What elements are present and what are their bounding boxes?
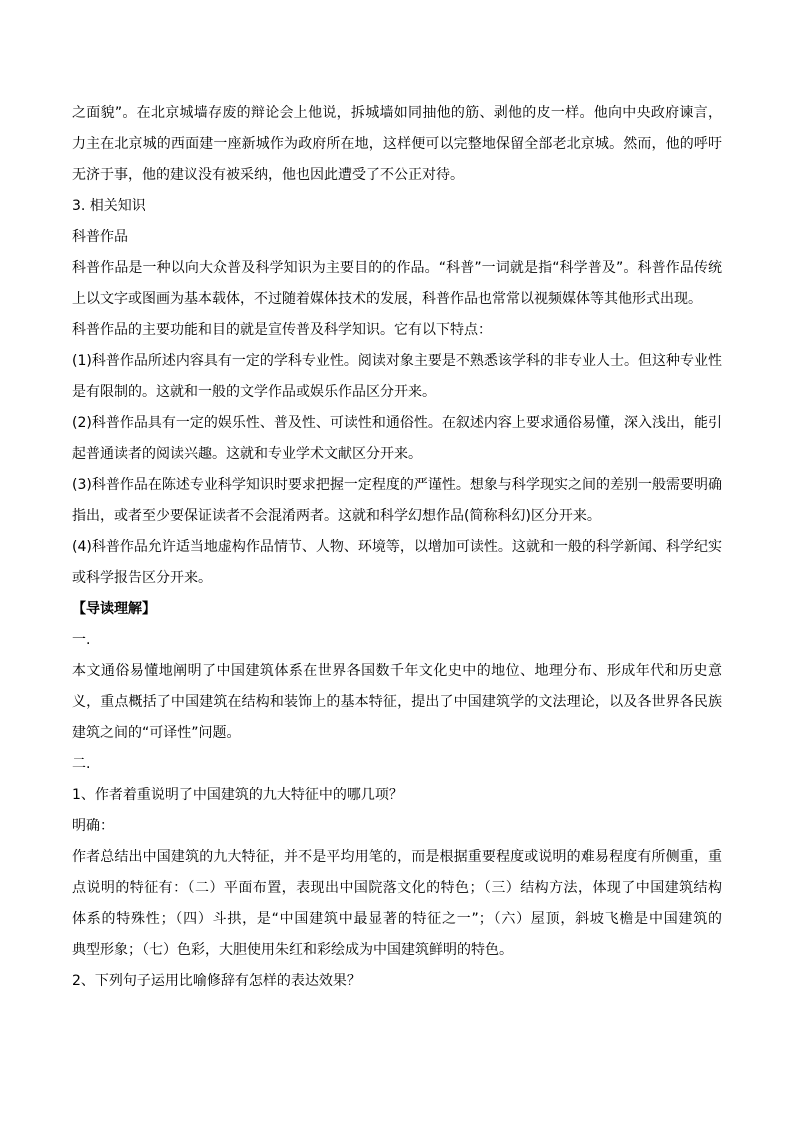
text-line: 科普作品的主要功能和目的就是宣传普及科学知识。它有以下特点： (72, 322, 492, 338)
text-line: 无济于事，他的建议没有被采纳，他也因此遭受了不公正对待。 (72, 167, 464, 183)
section-heading: 3. 相关知识 (72, 198, 146, 214)
text-line: 之面貌”。在北京城墙存废的辩论会上他说，拆城墙如同抽他的筋、剥他的皮一样。他向中央政府谏言， (72, 105, 722, 121)
text-line: 作者总结出中国建筑的九大特征，并不是平均用笔的，而是根据重要程度或说明的难易程度有所侧重，重 (72, 849, 722, 865)
text-line: 力主在北京城的西面建一座新城作为政府所在地，这样便可以完整地保留全部老北京城。然而，他的呼吁 (72, 136, 722, 152)
list-item-line: 是有限制的。这就和一般的文学作品或娱乐作品区分开来。 (72, 384, 436, 400)
list-item-line: (2)科普作品具有一定的娱乐性、普及性、可读性和通俗性。在叙述内容上要求通俗易懂，深入浅出，能引 (72, 415, 722, 431)
answer-label: 明确： (72, 818, 114, 834)
question-line: 1、作者着重说明了中国建筑的九大特征中的哪几项？ (72, 787, 403, 803)
list-item-line: 指出，或者至少要保证读者不会混淆两者。这就和科学幻想作品(简称科幻)区分开来。 (72, 508, 601, 524)
section-title: 【导读理解】 (72, 601, 156, 617)
text-line: 体系的特殊性；（四）斗拱，是“中国建筑中最显著的特征之一”；（六）屋顶，斜坡飞檐是中国建筑的 (72, 911, 722, 927)
list-item-line: 或科学报告区分开来。 (72, 570, 212, 586)
list-item-line: (1)科普作品所述内容具有一定的学科专业性。阅读对象主要是不熟悉该学科的非专业人士。但这种专业性 (72, 353, 722, 369)
text-line: 点说明的特征有：（二）平面布置，表现出中国院落文化的特色；（三）结构方法，体现了中国建筑结构 (72, 880, 722, 896)
part-heading: 二. (72, 756, 91, 772)
text-line: 上以文字或图画为基本载体，不过随着媒体技术的发展，科普作品也常常以视频媒体等其他形式出现。 (72, 291, 702, 307)
question-line: 2、下列句子运用比喻修辞有怎样的表达效果？ (72, 973, 361, 989)
document-body (72, 98, 722, 997)
text-line: 科普作品是一种以向大众普及科学知识为主要目的的作品。“科普”一词就是指“科学普及”。科普作品传统 (72, 260, 722, 276)
text-line: 本文通俗易懂地阐明了中国建筑体系在世界各国数千年文化史中的地位、地理分布、形成年代和历史意 (72, 663, 722, 679)
part-heading: 一. (72, 632, 91, 648)
text-line: 义，重点概括了中国建筑在结构和装饰上的基本特征，提出了中国建筑学的文法理论，以及各世界各民族 (72, 694, 722, 710)
list-item-line: (4)科普作品允许适当地虚构作品情节、人物、环境等，以增加可读性。这就和一般的科学新闻、科学纪实 (72, 539, 722, 555)
text-line: 典型形象；（七）色彩，大胆使用朱红和彩绘成为中国建筑鲜明的特色。 (72, 942, 513, 958)
list-item-line: (3)科普作品在陈述专业科学知识时要求把握一定程度的严谨性。想象与科学现实之间的差别一般需要明确 (72, 477, 722, 493)
subsection-heading: 科普作品 (72, 229, 128, 245)
text-line: 建筑之间的“可译性”问题。 (72, 725, 241, 741)
list-item-line: 起普通读者的阅读兴趣。这就和专业学术文献区分开来。 (72, 446, 422, 462)
